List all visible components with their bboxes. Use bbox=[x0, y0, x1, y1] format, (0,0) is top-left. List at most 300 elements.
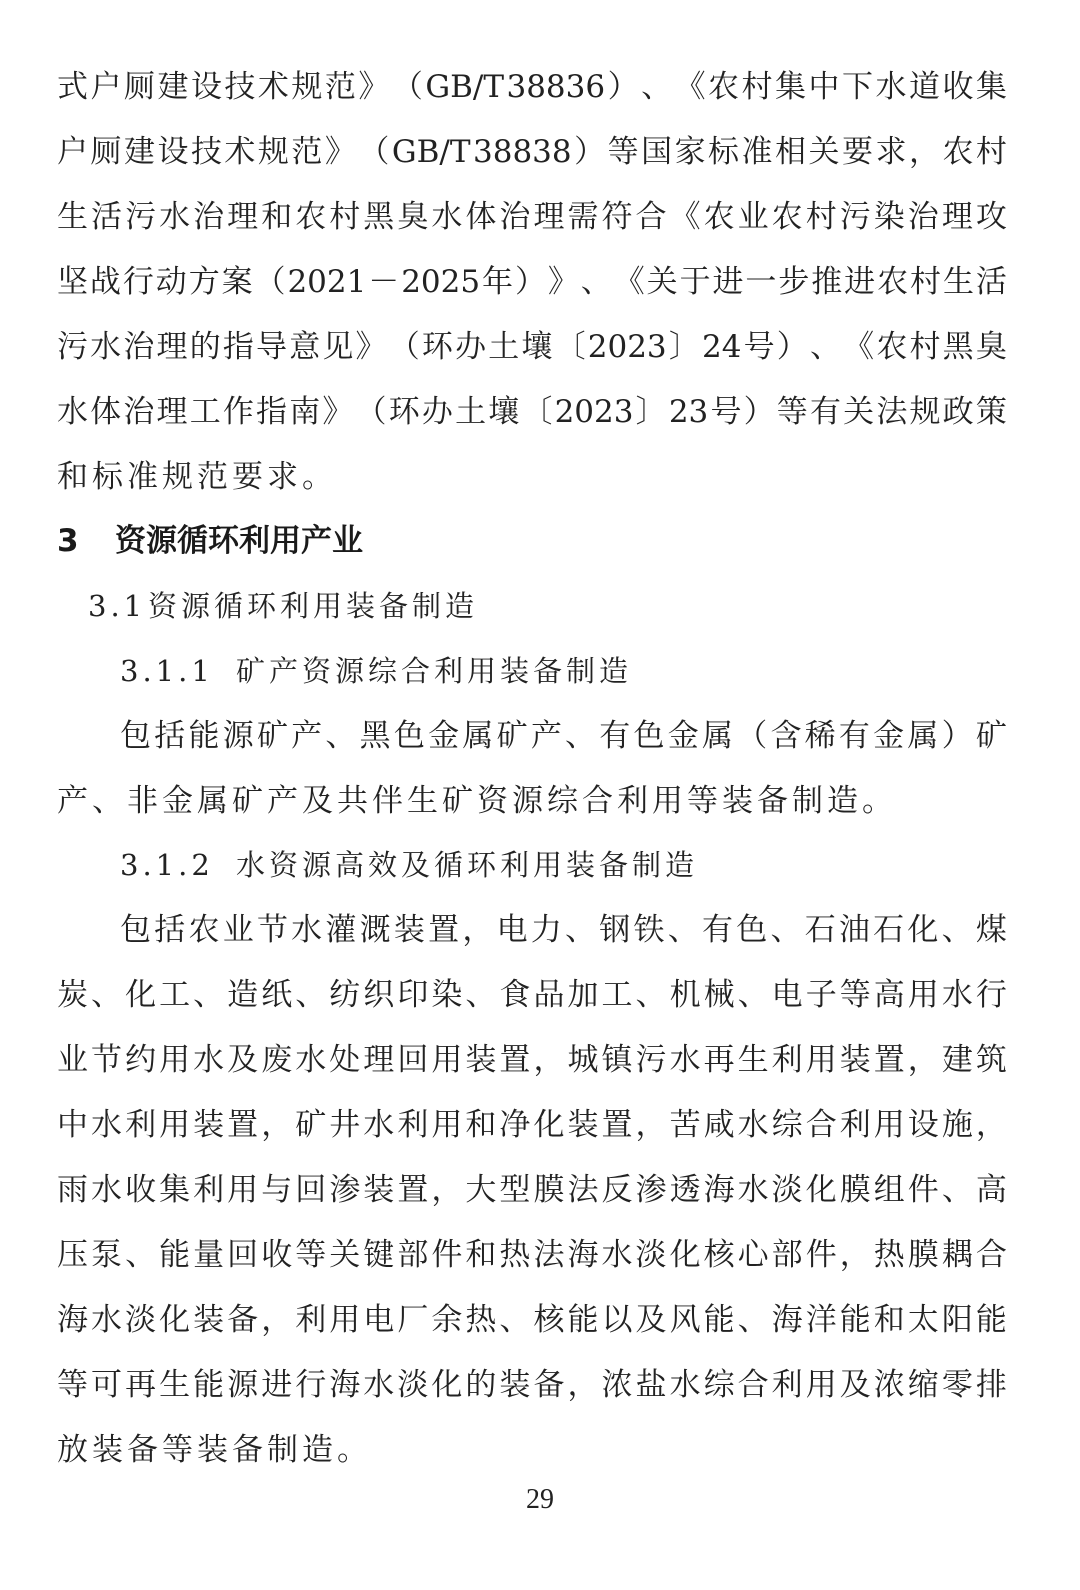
paragraph1-line-3 bbox=[57, 192, 1007, 242]
glyph: 件 bbox=[805, 1237, 837, 1273]
glyph: （ bbox=[391, 69, 423, 105]
section-3-title: 资源循环利用产业 bbox=[115, 523, 363, 559]
glyph: 法 bbox=[567, 1172, 599, 1208]
paragraph2-line-2: 产、非金属矿产及共伴生矿资源综合利用等装备制造。 bbox=[57, 783, 897, 819]
glyph: 黑 bbox=[359, 718, 391, 754]
section-3-1-2-title: 水资源高效及循环利用装备制造 bbox=[236, 848, 699, 882]
glyph: 透 bbox=[669, 1172, 701, 1208]
glyph: 加 bbox=[567, 977, 599, 1013]
glyph: 厕 bbox=[123, 69, 155, 105]
glyph: 意 bbox=[289, 329, 321, 365]
glyph: 用 bbox=[159, 1042, 191, 1078]
glyph: 和 bbox=[465, 1107, 497, 1143]
glyph: 《 bbox=[669, 199, 701, 235]
glyph: 战 bbox=[89, 264, 121, 300]
glyph: 井 bbox=[329, 1107, 361, 1143]
glyph: 步 bbox=[778, 264, 810, 300]
paragraph1-line-5 bbox=[57, 322, 1007, 372]
glyph: 属 bbox=[462, 718, 494, 754]
glyph: 、 bbox=[325, 718, 357, 754]
glyph: 反 bbox=[601, 1172, 633, 1208]
glyph: 浓 bbox=[873, 1367, 905, 1403]
glyph: 环 bbox=[421, 329, 453, 365]
glyph: 置 bbox=[873, 1042, 905, 1078]
glyph: （ bbox=[388, 329, 420, 365]
glyph: 包 bbox=[120, 718, 151, 754]
glyph: 道 bbox=[908, 69, 940, 105]
glyph: 水 bbox=[875, 69, 907, 105]
glyph: 能 bbox=[567, 1302, 599, 1338]
glyph: GB/T bbox=[425, 69, 504, 105]
glyph: 法 bbox=[533, 1237, 565, 1273]
glyph: 电 bbox=[363, 1302, 395, 1338]
glyph: 》 bbox=[547, 264, 579, 300]
glyph: 污 bbox=[57, 329, 88, 365]
paragraph3-line-9: 放装备等装备制造。 bbox=[57, 1432, 372, 1468]
glyph: 纺 bbox=[329, 977, 361, 1013]
glyph: 策 bbox=[975, 394, 1007, 430]
glyph: 办 bbox=[455, 329, 487, 365]
glyph: 能 bbox=[703, 1302, 735, 1338]
glyph: 符 bbox=[601, 199, 633, 235]
glyph: 《 bbox=[613, 264, 645, 300]
glyph: 热 bbox=[499, 1237, 531, 1273]
glyph: 工 bbox=[601, 977, 633, 1013]
paragraph3-line-1 bbox=[120, 905, 1007, 955]
glyph: 渗 bbox=[329, 1172, 361, 1208]
glyph: 电 bbox=[771, 977, 803, 1013]
glyph: 进 bbox=[712, 264, 744, 300]
glyph: 排 bbox=[975, 1367, 1007, 1403]
glyph: 工 bbox=[189, 394, 221, 430]
glyph: 农 bbox=[877, 264, 909, 300]
glyph: 印 bbox=[397, 977, 429, 1013]
glyph: 置 bbox=[499, 1042, 531, 1078]
glyph: 污 bbox=[839, 199, 871, 235]
paragraph1-line-2 bbox=[57, 127, 1007, 177]
section-3-1-1-number: 3.1.1 bbox=[120, 654, 214, 688]
glyph: 约 bbox=[125, 1042, 157, 1078]
section-3-1-heading bbox=[88, 581, 1038, 631]
glyph: 等 bbox=[57, 1367, 88, 1403]
paragraph3-line-3 bbox=[57, 1035, 1007, 1085]
glyph: 高 bbox=[975, 1172, 1007, 1208]
glyph: 膜 bbox=[533, 1172, 565, 1208]
glyph: 稀 bbox=[804, 718, 836, 754]
glyph: 水 bbox=[159, 199, 191, 235]
glyph: 规 bbox=[909, 394, 941, 430]
section-3-1-number: 3.1 bbox=[88, 589, 147, 623]
glyph: 案 bbox=[221, 264, 253, 300]
glyph: 海 bbox=[703, 1172, 735, 1208]
glyph: 见 bbox=[322, 329, 354, 365]
glyph: 化 bbox=[669, 1237, 701, 1273]
paragraph3-line-2 bbox=[57, 970, 1007, 1020]
glyph: 属 bbox=[907, 718, 939, 754]
glyph: 节 bbox=[91, 1042, 123, 1078]
glyph: 品 bbox=[533, 977, 565, 1013]
glyph: 溉 bbox=[359, 912, 391, 948]
glyph: 淡 bbox=[635, 1237, 667, 1273]
glyph: 〕 bbox=[635, 394, 667, 430]
glyph: 范 bbox=[324, 69, 356, 105]
glyph: 装 bbox=[193, 1302, 225, 1338]
glyph: 合 bbox=[805, 1107, 837, 1143]
glyph: 太 bbox=[907, 1302, 939, 1338]
glyph: 收 bbox=[942, 69, 974, 105]
glyph: 水 bbox=[91, 1107, 123, 1143]
glyph: 件 bbox=[907, 1172, 939, 1208]
glyph: 装 bbox=[567, 1107, 599, 1143]
glyph: 利 bbox=[193, 1172, 225, 1208]
glyph: 膜 bbox=[907, 1237, 939, 1273]
glyph: ， bbox=[462, 912, 494, 948]
glyph: （ bbox=[355, 394, 387, 430]
glyph: 节 bbox=[256, 912, 288, 948]
glyph: 厂 bbox=[397, 1302, 429, 1338]
glyph: 用 bbox=[329, 1302, 361, 1338]
glyph: 年 bbox=[482, 264, 514, 300]
glyph: 术 bbox=[257, 69, 289, 105]
glyph: 和 bbox=[261, 199, 293, 235]
glyph: 〔 bbox=[554, 329, 586, 365]
glyph: 回 bbox=[227, 1237, 259, 1273]
glyph: 零 bbox=[941, 1367, 973, 1403]
glyph: 治 bbox=[499, 199, 531, 235]
glyph: 水 bbox=[669, 1042, 701, 1078]
glyph: 金 bbox=[873, 718, 905, 754]
glyph: 农 bbox=[942, 134, 974, 170]
glyph: 号 bbox=[743, 329, 775, 365]
glyph: 体 bbox=[90, 394, 122, 430]
glyph: 进 bbox=[844, 264, 876, 300]
glyph: 置 bbox=[601, 1107, 633, 1143]
glyph: 业 bbox=[222, 912, 254, 948]
glyph: 家 bbox=[674, 134, 706, 170]
glyph: 能 bbox=[975, 1302, 1007, 1338]
glyph: 装 bbox=[499, 1367, 531, 1403]
glyph: 装 bbox=[393, 912, 425, 948]
glyph: 范 bbox=[291, 134, 323, 170]
glyph: 规 bbox=[291, 69, 323, 105]
glyph: ， bbox=[261, 1302, 293, 1338]
section-3-1-1-title: 矿产资源综合利用装备制造 bbox=[236, 654, 633, 688]
paragraph1-line-1 bbox=[57, 62, 1007, 112]
glyph: （ bbox=[254, 264, 286, 300]
glyph: 海 bbox=[771, 1302, 803, 1338]
glyph: 指 bbox=[222, 329, 254, 365]
glyph: 键 bbox=[363, 1237, 395, 1273]
glyph: 及 bbox=[635, 1302, 667, 1338]
glyph: 部 bbox=[397, 1237, 429, 1273]
section-3-1-2-number: 3.1.2 bbox=[120, 848, 214, 882]
glyph: 再 bbox=[125, 1367, 157, 1403]
glyph: 装 bbox=[839, 1042, 871, 1078]
glyph: 苦 bbox=[669, 1107, 701, 1143]
glyph: 色 bbox=[633, 718, 665, 754]
glyph: 浓 bbox=[601, 1367, 633, 1403]
glyph: ， bbox=[907, 1042, 939, 1078]
glyph: 臭 bbox=[975, 329, 1007, 365]
glyph: 缩 bbox=[907, 1367, 939, 1403]
glyph: 村 bbox=[975, 134, 1007, 170]
glyph: 置 bbox=[428, 912, 460, 948]
glyph: 色 bbox=[736, 912, 768, 948]
glyph: 水 bbox=[90, 329, 122, 365]
glyph: 铁 bbox=[633, 912, 665, 948]
glyph: 淡 bbox=[771, 1172, 803, 1208]
glyph: ， bbox=[431, 1172, 463, 1208]
glyph: 关 bbox=[646, 264, 678, 300]
glyph: ） bbox=[574, 134, 606, 170]
glyph: 》 bbox=[358, 69, 390, 105]
glyph: 国 bbox=[641, 134, 673, 170]
glyph: 农 bbox=[876, 329, 908, 365]
glyph: 利 bbox=[771, 1042, 803, 1078]
glyph: 关 bbox=[808, 134, 840, 170]
glyph: 活 bbox=[975, 264, 1007, 300]
glyph: 〔 bbox=[521, 394, 553, 430]
glyph: 量 bbox=[193, 1237, 225, 1273]
glyph: 等 bbox=[607, 134, 639, 170]
glyph: 备 bbox=[533, 1367, 565, 1403]
glyph: 化 bbox=[533, 1107, 565, 1143]
glyph: 压 bbox=[57, 1237, 88, 1273]
glyph: 钢 bbox=[599, 912, 631, 948]
glyph: 标 bbox=[708, 134, 740, 170]
glyph: 用 bbox=[431, 1042, 463, 1078]
glyph: 等 bbox=[776, 394, 808, 430]
glyph: 利 bbox=[839, 1107, 871, 1143]
glyph: 源 bbox=[227, 1367, 259, 1403]
glyph: 利 bbox=[125, 1107, 157, 1143]
glyph: 行 bbox=[295, 1367, 327, 1403]
glyph: ， bbox=[261, 1107, 293, 1143]
glyph: 土 bbox=[455, 394, 487, 430]
glyph: 装 bbox=[465, 1042, 497, 1078]
glyph: 用 bbox=[873, 1107, 905, 1143]
glyph: 以 bbox=[601, 1302, 633, 1338]
glyph: 金 bbox=[428, 718, 460, 754]
glyph: 23 bbox=[668, 394, 709, 430]
glyph: 水 bbox=[737, 1172, 769, 1208]
glyph: 、 bbox=[193, 977, 225, 1013]
glyph: 、 bbox=[465, 977, 497, 1013]
glyph: 、 bbox=[295, 977, 327, 1013]
glyph: 水 bbox=[291, 912, 323, 948]
glyph: 、 bbox=[941, 912, 973, 948]
glyph: 农 bbox=[295, 199, 327, 235]
glyph: 、 bbox=[635, 977, 667, 1013]
section-3-1-title: 资源循环利用装备制造 bbox=[148, 589, 479, 623]
glyph: 、 bbox=[91, 977, 123, 1013]
glyph: 及 bbox=[839, 1367, 871, 1403]
glyph: 城 bbox=[567, 1042, 599, 1078]
glyph: 型 bbox=[499, 1172, 531, 1208]
glyph: 建 bbox=[941, 1042, 973, 1078]
glyph: 再 bbox=[703, 1042, 735, 1078]
page-number: 29 bbox=[526, 1484, 554, 1515]
glyph: 用 bbox=[907, 977, 939, 1013]
glyph: 水 bbox=[363, 1107, 395, 1143]
glyph: 化 bbox=[431, 1367, 463, 1403]
paragraph2-line-1 bbox=[120, 711, 1007, 761]
glyph: 》 bbox=[324, 134, 356, 170]
glyph: ） bbox=[743, 394, 775, 430]
glyph: 进 bbox=[261, 1367, 293, 1403]
glyph: 废 bbox=[261, 1042, 293, 1078]
glyph: 设 bbox=[190, 69, 222, 105]
glyph: 渗 bbox=[635, 1172, 667, 1208]
glyph: 和 bbox=[873, 1302, 905, 1338]
glyph: 热 bbox=[465, 1302, 497, 1338]
glyph: 水 bbox=[941, 977, 973, 1013]
glyph: 染 bbox=[873, 199, 905, 235]
glyph: 色 bbox=[393, 718, 425, 754]
glyph: 农 bbox=[771, 199, 803, 235]
glyph: 环 bbox=[388, 394, 420, 430]
glyph: 水 bbox=[91, 1172, 123, 1208]
glyph: 活 bbox=[91, 199, 123, 235]
glyph: 2021 bbox=[287, 264, 367, 300]
glyph: 产 bbox=[291, 718, 323, 754]
glyph: 规 bbox=[257, 134, 289, 170]
glyph: － bbox=[368, 264, 400, 300]
glyph: 《 bbox=[674, 69, 706, 105]
glyph: 设 bbox=[907, 1107, 939, 1143]
glyph: 的 bbox=[189, 329, 221, 365]
section-3-heading bbox=[57, 516, 1007, 566]
glyph: 的 bbox=[465, 1367, 497, 1403]
glyph: 有 bbox=[701, 912, 733, 948]
glyph: 法 bbox=[876, 394, 908, 430]
glyph: 24 bbox=[702, 329, 742, 365]
glyph: 、 bbox=[580, 264, 612, 300]
glyph: 施 bbox=[941, 1107, 973, 1143]
glyph: 置 bbox=[397, 1172, 429, 1208]
glyph: 壤 bbox=[488, 394, 520, 430]
glyph: 村 bbox=[909, 329, 941, 365]
glyph: 臭 bbox=[397, 199, 429, 235]
glyph: 石 bbox=[804, 912, 836, 948]
glyph: 能 bbox=[839, 1302, 871, 1338]
glyph: （ bbox=[358, 134, 390, 170]
glyph: 子 bbox=[805, 977, 837, 1013]
glyph: 水 bbox=[193, 1042, 225, 1078]
glyph: 风 bbox=[669, 1302, 701, 1338]
glyph: 用 bbox=[805, 1367, 837, 1403]
glyph: 技 bbox=[190, 134, 222, 170]
glyph: 装 bbox=[363, 1172, 395, 1208]
glyph: 2025 bbox=[401, 264, 481, 300]
glyph: 治 bbox=[123, 394, 155, 430]
glyph: 心 bbox=[737, 1237, 769, 1273]
glyph: 回 bbox=[295, 1172, 327, 1208]
glyph: 理 bbox=[227, 199, 259, 235]
glyph: 部 bbox=[771, 1237, 803, 1273]
glyph: 、 bbox=[667, 912, 699, 948]
glyph: 理 bbox=[941, 199, 973, 235]
glyph: 耦 bbox=[941, 1237, 973, 1273]
glyph: 建 bbox=[123, 134, 155, 170]
glyph: 理 bbox=[533, 199, 565, 235]
glyph: 海 bbox=[329, 1367, 361, 1403]
glyph: 治 bbox=[907, 199, 939, 235]
glyph: 坚 bbox=[57, 264, 88, 300]
glyph: 膜 bbox=[839, 1172, 871, 1208]
glyph: ， bbox=[975, 1107, 1007, 1143]
glyph: 、 bbox=[641, 69, 673, 105]
glyph: 矿 bbox=[975, 718, 1007, 754]
glyph: 煤 bbox=[975, 912, 1007, 948]
glyph: 水 bbox=[669, 1367, 701, 1403]
glyph: 件 bbox=[431, 1237, 463, 1273]
glyph: 金 bbox=[667, 718, 699, 754]
glyph: 有 bbox=[809, 394, 841, 430]
glyph: 黑 bbox=[942, 329, 974, 365]
glyph: 号 bbox=[710, 394, 742, 430]
glyph: 能 bbox=[159, 1237, 191, 1273]
glyph: 农 bbox=[708, 69, 740, 105]
glyph: 及 bbox=[227, 1042, 259, 1078]
glyph: 食 bbox=[499, 977, 531, 1013]
glyph: 农 bbox=[188, 912, 220, 948]
glyph: 化 bbox=[907, 912, 939, 948]
glyph: 集 bbox=[975, 69, 1007, 105]
glyph: 组 bbox=[873, 1172, 905, 1208]
glyph: 、 bbox=[941, 1172, 973, 1208]
glyph: 核 bbox=[703, 1237, 735, 1273]
glyph: 化 bbox=[805, 1172, 837, 1208]
glyph: 38838 bbox=[473, 134, 572, 170]
glyph: 方 bbox=[188, 264, 220, 300]
glyph: ， bbox=[533, 1042, 565, 1078]
glyph: 化 bbox=[159, 1302, 191, 1338]
glyph: 用 bbox=[805, 1042, 837, 1078]
glyph: 备 bbox=[227, 1302, 259, 1338]
glyph: 综 bbox=[771, 1107, 803, 1143]
glyph: 、 bbox=[809, 329, 841, 365]
glyph: 海 bbox=[567, 1237, 599, 1273]
glyph: 炭 bbox=[57, 977, 88, 1013]
glyph: 指 bbox=[256, 394, 288, 430]
glyph: 式 bbox=[57, 69, 88, 105]
glyph: 高 bbox=[873, 977, 905, 1013]
glyph: 理 bbox=[363, 1042, 395, 1078]
glyph: 准 bbox=[741, 134, 773, 170]
glyph: ， bbox=[839, 1237, 871, 1273]
glyph: 2023 bbox=[554, 394, 634, 430]
glyph: 镇 bbox=[601, 1042, 633, 1078]
glyph: 织 bbox=[363, 977, 395, 1013]
glyph: 和 bbox=[465, 1237, 497, 1273]
glyph: 行 bbox=[975, 977, 1007, 1013]
glyph: 利 bbox=[295, 1302, 327, 1338]
glyph: 设 bbox=[157, 134, 189, 170]
glyph: 、 bbox=[737, 1302, 769, 1338]
glyph: 有 bbox=[599, 718, 631, 754]
glyph: 》 bbox=[355, 329, 387, 365]
paragraph3-line-5 bbox=[57, 1165, 1007, 1215]
glyph: 、 bbox=[565, 718, 597, 754]
glyph: （ bbox=[736, 718, 768, 754]
glyph: 等 bbox=[295, 1237, 327, 1273]
glyph: 利 bbox=[771, 1367, 803, 1403]
glyph: 中 bbox=[808, 69, 840, 105]
glyph: ） bbox=[607, 69, 639, 105]
glyph: 户 bbox=[57, 134, 88, 170]
paragraph1-line-6 bbox=[57, 387, 1007, 437]
